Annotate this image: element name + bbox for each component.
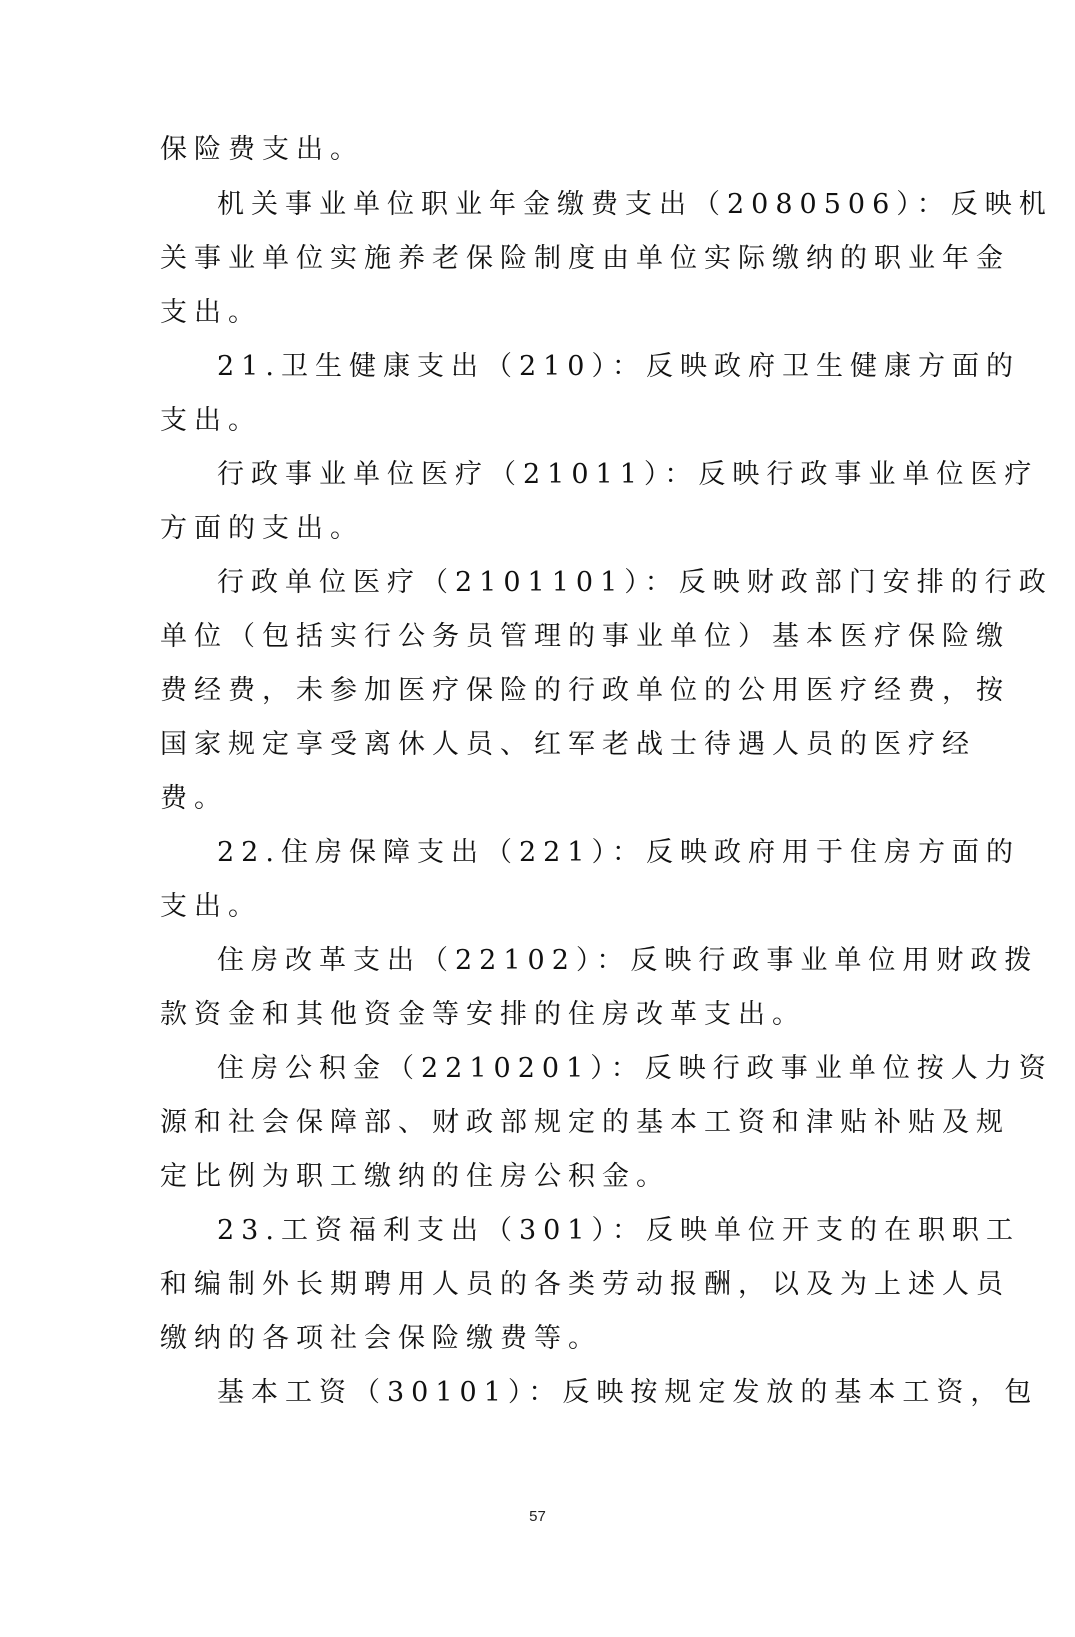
- text-line: 单位（包括实行公务员管理的事业单位）基本医疗保险缴: [160, 621, 1010, 652]
- text-line: 关事业单位实施养老保险制度由单位实际缴纳的职业年金: [160, 243, 1010, 274]
- text-line: 和编制外长期聘用人员的各类劳动报酬，以及为上述人员: [160, 1269, 1010, 1300]
- text-line: 机关事业单位职业年金缴费支出（2080506）：反映机: [217, 189, 1053, 220]
- text-line: 定比例为职工缴纳的住房公积金。: [160, 1161, 670, 1192]
- text-line: 住房改革支出（22102）：反映行政事业单位用财政拨: [217, 945, 1039, 976]
- text-line: 保险费支出。: [160, 134, 364, 165]
- text-line: 行政事业单位医疗（21011）：反映行政事业单位医疗: [217, 459, 1039, 490]
- text-line: 款资金和其他资金等安排的住房改革支出。: [160, 999, 806, 1030]
- text-line: 支出。: [160, 297, 262, 328]
- text-line: 缴纳的各项社会保险缴费等。: [160, 1323, 602, 1354]
- text-line: 国家规定享受离休人员、红军老战士待遇人员的医疗经: [160, 729, 976, 760]
- text-line: 费经费，未参加医疗保险的行政单位的公用医疗经费，按: [160, 675, 1010, 706]
- text-line: 行政单位医疗（2101101）：反映财政部门安排的行政: [217, 567, 1053, 598]
- text-line: 费。: [160, 783, 228, 814]
- text-line: 21.卫生健康支出（210）：反映政府卫生健康方面的: [217, 351, 1020, 382]
- text-line: 源和社会保障部、财政部规定的基本工资和津贴补贴及规: [160, 1107, 1010, 1138]
- text-line: 支出。: [160, 891, 262, 922]
- text-line: 基本工资（30101）：反映按规定发放的基本工资，包: [217, 1377, 1039, 1408]
- text-line: 22.住房保障支出（221）：反映政府用于住房方面的: [217, 837, 1020, 868]
- text-line: 方面的支出。: [160, 513, 364, 544]
- text-line: 支出。: [160, 405, 262, 436]
- text-line: 23.工资福利支出（301）：反映单位开支的在职职工: [217, 1215, 1020, 1246]
- page-number: 57: [529, 1508, 546, 1525]
- text-line: 住房公积金（2210201）：反映行政事业单位按人力资: [217, 1053, 1053, 1084]
